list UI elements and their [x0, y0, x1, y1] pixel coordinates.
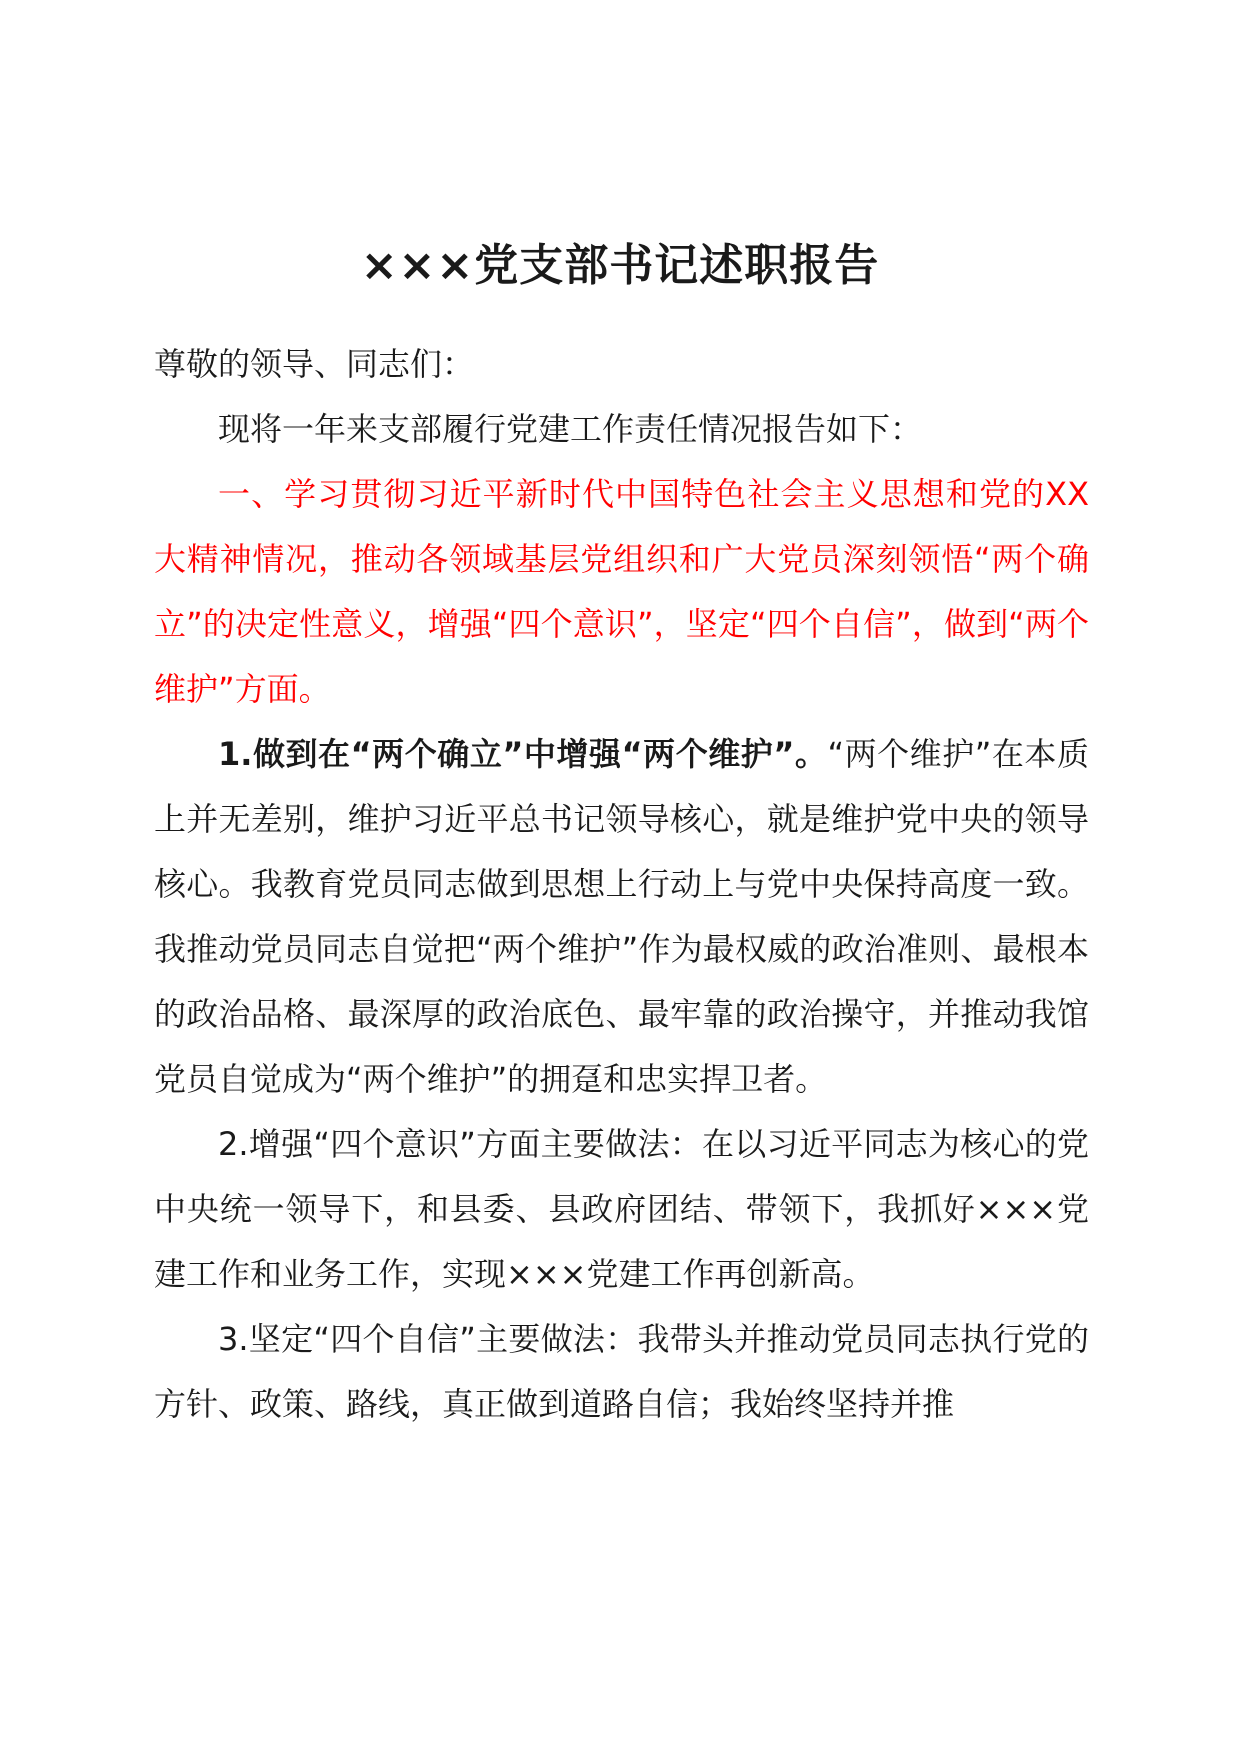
section-1-heading: 一、学习贯彻习近平新时代中国特色社会主义思想和党的XX大精神情况，推动各领域基层党组织和广大党员深刻领悟“两个确立”的决定性意义，增强“四个意识”，坚定“四个自信”，做到“两个维护”方面。: [154, 475, 1089, 708]
document-title: ×××党支部书记述职报告: [360, 240, 880, 291]
point-1-paragraph: [154, 722, 1089, 1112]
intro-paragraph: 现将一年来支部履行党建工作责任情况报告如下：: [218, 410, 923, 448]
point-2-paragraph: 2.增强“四个意识”方面主要做法：在以习近平同志为核心的党中央统一领导下，和县委、县政府团结、带领下，我抓好×××党建工作和业务工作，实现×××党建工作再创新高。: [154, 1125, 1089, 1293]
point-1-text: “两个维护”在本质上并无差别，维护习近平总书记领导核心，就是维护党中央的领导核心。我教育党员同志做到思想上行动上与党中央保持高度一致。我推动党员同志自觉把“两个维护”作为最权威的政治准则、最根本的政治品格、最深厚的政治底色、最牢靠的政治操守，并推动我馆党员自觉成为“两个维护”的拥趸和忠实捍卫者。: [154, 735, 1089, 1098]
point-3-paragraph: 3.坚定“四个自信”主要做法：我带头并推动党员同志执行党的方针、政策、路线，真正做到道路自信；我始终坚持并推: [154, 1320, 1089, 1423]
point-1-lead: 1.做到在“两个确立”中增强“两个维护”。: [218, 735, 828, 773]
salutation: 尊敬的领导、同志们：: [154, 345, 475, 383]
document-body: [154, 332, 1089, 1437]
